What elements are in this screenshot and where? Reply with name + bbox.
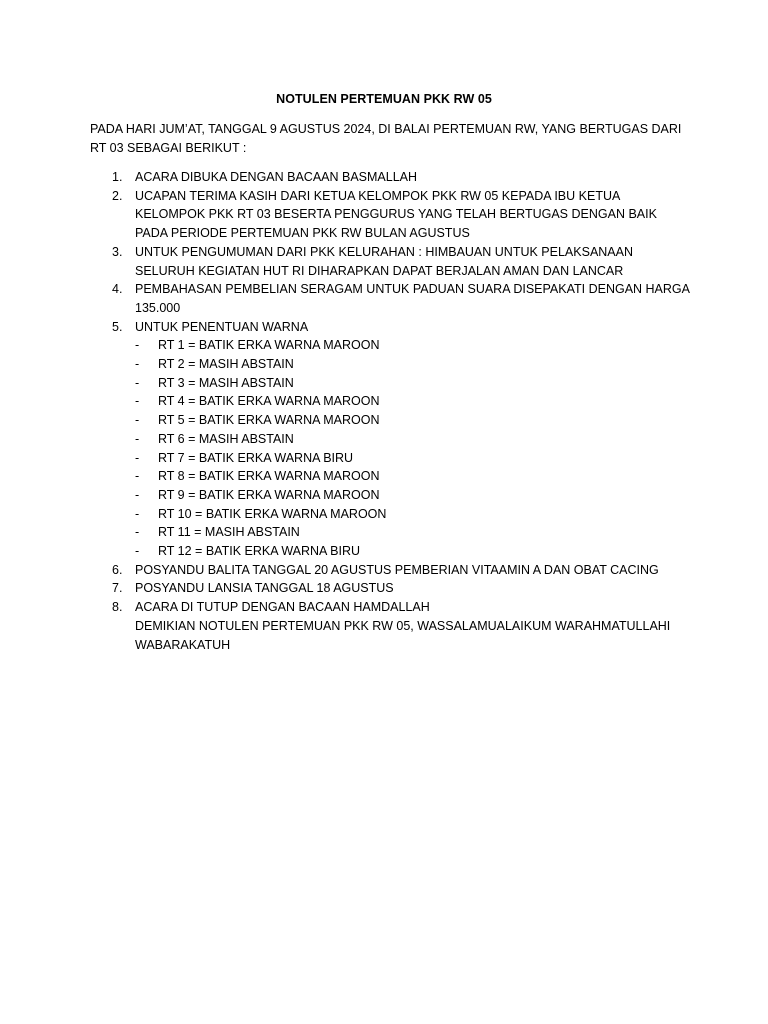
dash-bullet: -	[135, 431, 140, 446]
color-item-text: RT 2 = MASIH ABSTAIN	[158, 357, 294, 372]
item-number: 4.	[112, 282, 123, 297]
color-item-text: RT 7 = BATIK ERKA WARNA BIRU	[158, 450, 354, 465]
dash-bullet: -	[135, 394, 140, 409]
document-title: NOTULEN PERTEMUAN PKK RW 05	[276, 92, 492, 106]
dash-bullet: -	[135, 487, 140, 502]
item-text: UNTUK PENGUMUMAN DARI PKK KELURAHAN : HIMBAUAN UNTUK PELAKSANAAN SELURUH KEGIATAN HUT RI DIHARAPKAN DAPAT BERJALAN AMAN DAN LANCAR	[135, 244, 634, 278]
item-text: POSYANDU BALITA TANGGAL 20 AGUSTUS PEMBERIAN VITAAMIN A DAN OBAT CACING	[135, 562, 659, 577]
agenda-list	[90, 168, 690, 654]
item-text: UNTUK PENENTUAN WARNA	[135, 319, 309, 334]
color-item-rt-3	[135, 374, 690, 393]
color-item-rt-10	[135, 505, 690, 524]
item-number: 2.	[112, 188, 123, 203]
color-item-text: RT 8 = BATIK ERKA WARNA MAROON	[158, 469, 380, 484]
color-item-text: RT 9 = BATIK ERKA WARNA MAROON	[158, 487, 380, 502]
color-item-rt-8	[135, 467, 690, 486]
color-item-text: RT 12 = BATIK ERKA WARNA BIRU	[158, 544, 361, 559]
color-item-rt-9	[135, 486, 690, 505]
dash-bullet: -	[135, 338, 140, 353]
agenda-item-7	[90, 579, 690, 598]
dash-bullet: -	[135, 450, 140, 465]
dash-bullet: -	[135, 375, 140, 390]
item-text: POSYANDU LANSIA TANGGAL 18 AGUSTUS	[135, 581, 394, 596]
color-item-text: RT 1 = BATIK ERKA WARNA MAROON	[158, 338, 380, 353]
dash-bullet: -	[135, 357, 140, 372]
agenda-item-2	[90, 187, 690, 243]
intro-paragraph: PADA HARI JUM’AT, TANGGAL 9 AGUSTUS 2024, DI BALAI PERTEMUAN RW, YANG BERTUGAS DARI RT 03 SEBAGAI BERIKUT :	[90, 122, 682, 155]
color-item-text: RT 5 = BATIK ERKA WARNA MAROON	[158, 413, 380, 428]
item-text: PEMBAHASAN PEMBELIAN SERAGAM UNTUK PADUAN SUARA DISEPAKATI DENGAN HARGA 135.000	[135, 282, 690, 315]
agenda-item-5	[90, 318, 690, 561]
color-item-text: RT 4 = BATIK ERKA WARNA MAROON	[158, 394, 380, 409]
color-item-rt-7	[135, 449, 690, 468]
agenda-item-6	[90, 561, 690, 580]
dash-bullet: -	[135, 506, 140, 521]
color-item-text: RT 3 = MASIH ABSTAIN	[158, 375, 294, 390]
color-item-rt-1	[135, 336, 690, 355]
item-number: 1.	[112, 170, 123, 184]
color-item-rt-5	[135, 411, 690, 430]
color-item-rt-12	[135, 542, 690, 561]
item-text: UCAPAN TERIMA KASIH DARI KETUA KELOMPOK PKK RW 05 KEPADA IBU KETUA KELOMPOK PKK RT 03 BESERTA PENGGURUS YANG TELAH BERTUGAS DENGAN BAIK PADA PERIODE PERTEMUAN PKK RW BULAN AGUSTUS	[135, 188, 657, 241]
dash-bullet: -	[135, 413, 140, 428]
agenda-item-1	[90, 168, 690, 187]
color-assignment-list	[135, 336, 690, 560]
item-number: 3.	[112, 244, 123, 259]
agenda-item-8	[90, 598, 690, 654]
color-item-text: RT 10 = BATIK ERKA WARNA MAROON	[158, 506, 387, 521]
dash-bullet: -	[135, 525, 140, 540]
item-number: 7.	[112, 581, 123, 596]
color-item-rt-11	[135, 523, 690, 542]
color-item-rt-4	[135, 392, 690, 411]
color-item-rt-6	[135, 430, 690, 449]
dash-bullet: -	[135, 469, 140, 484]
agenda-item-4	[90, 280, 690, 317]
color-item-rt-2	[135, 355, 690, 374]
agenda-item-3	[90, 243, 690, 280]
item-number: 6.	[112, 562, 123, 577]
dash-bullet: -	[135, 544, 140, 559]
color-item-text: RT 11 = MASIH ABSTAIN	[158, 525, 300, 540]
item-number: 8.	[112, 600, 123, 615]
closing-paragraph: DEMIKIAN NOTULEN PERTEMUAN PKK RW 05, WASSALAMUALAIKUM WARAHMATULLAHI WABARAKATUH	[135, 618, 671, 652]
item-text: ACARA DIBUKA DENGAN BACAAN BASMALLAH	[135, 170, 418, 184]
color-item-text: RT 6 = MASIH ABSTAIN	[158, 431, 294, 446]
item-number: 5.	[112, 319, 123, 334]
item-text: ACARA DI TUTUP DENGAN BACAAN HAMDALLAH	[135, 600, 430, 615]
